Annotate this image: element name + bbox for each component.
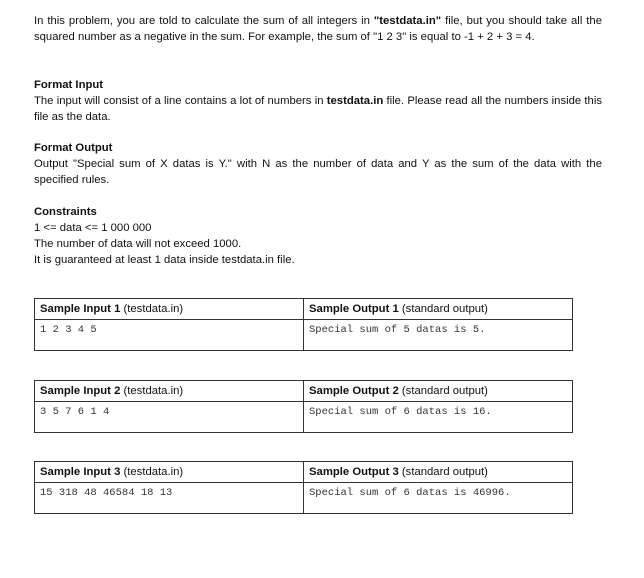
sample-output-box — [303, 298, 573, 351]
format-output-text: Output "Special sum of X datas is Y." with N as the number of data and Y as the sum of the data with the specified rules. — [34, 158, 602, 186]
sample-input-value: 1 2 3 4 5 — [40, 324, 97, 336]
constraint-line: 1 <= data <= 1 000 000 — [34, 222, 152, 234]
sample-output-box — [303, 461, 573, 514]
format-input-text-2: file. Please read all the numbers inside this file as the data. — [34, 95, 602, 123]
sample-input-note: (testdata.in) — [120, 303, 184, 315]
sample-output-note: (standard output) — [398, 466, 488, 478]
sample-input-value: 3 5 7 6 1 4 — [40, 406, 110, 418]
sample-output-note: (standard output) — [398, 303, 488, 315]
sample-input-header — [35, 381, 303, 402]
constraint-line: The number of data will not exceed 1000. — [34, 238, 242, 250]
sample-output-title: Sample Output 3 — [309, 466, 399, 478]
sample-input-title: Sample Input 2 — [40, 385, 121, 397]
sample-input-note: (testdata.in) — [120, 466, 184, 478]
format-input-file-name: testdata.in — [326, 95, 384, 107]
sample-output-note: (standard output) — [398, 385, 488, 397]
sample-output-title: Sample Output 2 — [309, 385, 399, 397]
sample-input-box — [34, 461, 304, 514]
sample-output-header — [304, 462, 572, 483]
sample-output-value: Special sum of 6 datas is 16. — [309, 406, 492, 418]
sample-output-header — [304, 299, 572, 320]
sample-output-value: Special sum of 6 datas is 46996. — [309, 487, 511, 499]
intro-text-2: file, but you should take all the squared number as a negative in the sum. For example, the sum of "1 2 3" is equal to -1 + 2 + 3 = 4. — [34, 15, 602, 43]
format-output-heading: Format Output — [34, 142, 113, 154]
constraints-heading: Constraints — [34, 206, 97, 218]
sample-output-value: Special sum of 5 datas is 5. — [309, 324, 486, 336]
sample-output-title: Sample Output 1 — [309, 303, 399, 315]
sample-input-header — [35, 462, 303, 483]
sample-input-title: Sample Input 3 — [40, 466, 121, 478]
sample-input-title: Sample Input 1 — [40, 303, 121, 315]
sample-output-header — [304, 381, 572, 402]
sample-input-box — [34, 380, 304, 433]
intro-file-name: "testdata.in" — [373, 15, 442, 27]
constraint-line: It is guaranteed at least 1 data inside testdata.in file. — [34, 254, 295, 266]
sample-input-box — [34, 298, 304, 351]
problem-statement — [34, 13, 602, 45]
sample-input-value: 15 318 48 46584 18 13 — [40, 487, 173, 499]
format-input-heading: Format Input — [34, 79, 104, 91]
sample-input-note: (testdata.in) — [120, 385, 184, 397]
format-input-text — [34, 93, 602, 125]
intro-text-1: In this problem, you are told to calculate the sum of all integers in — [34, 15, 374, 27]
sample-output-box — [303, 380, 573, 433]
format-input-text-1: The input will consist of a line contains a lot of numbers in — [34, 95, 327, 107]
sample-input-header — [35, 299, 303, 320]
